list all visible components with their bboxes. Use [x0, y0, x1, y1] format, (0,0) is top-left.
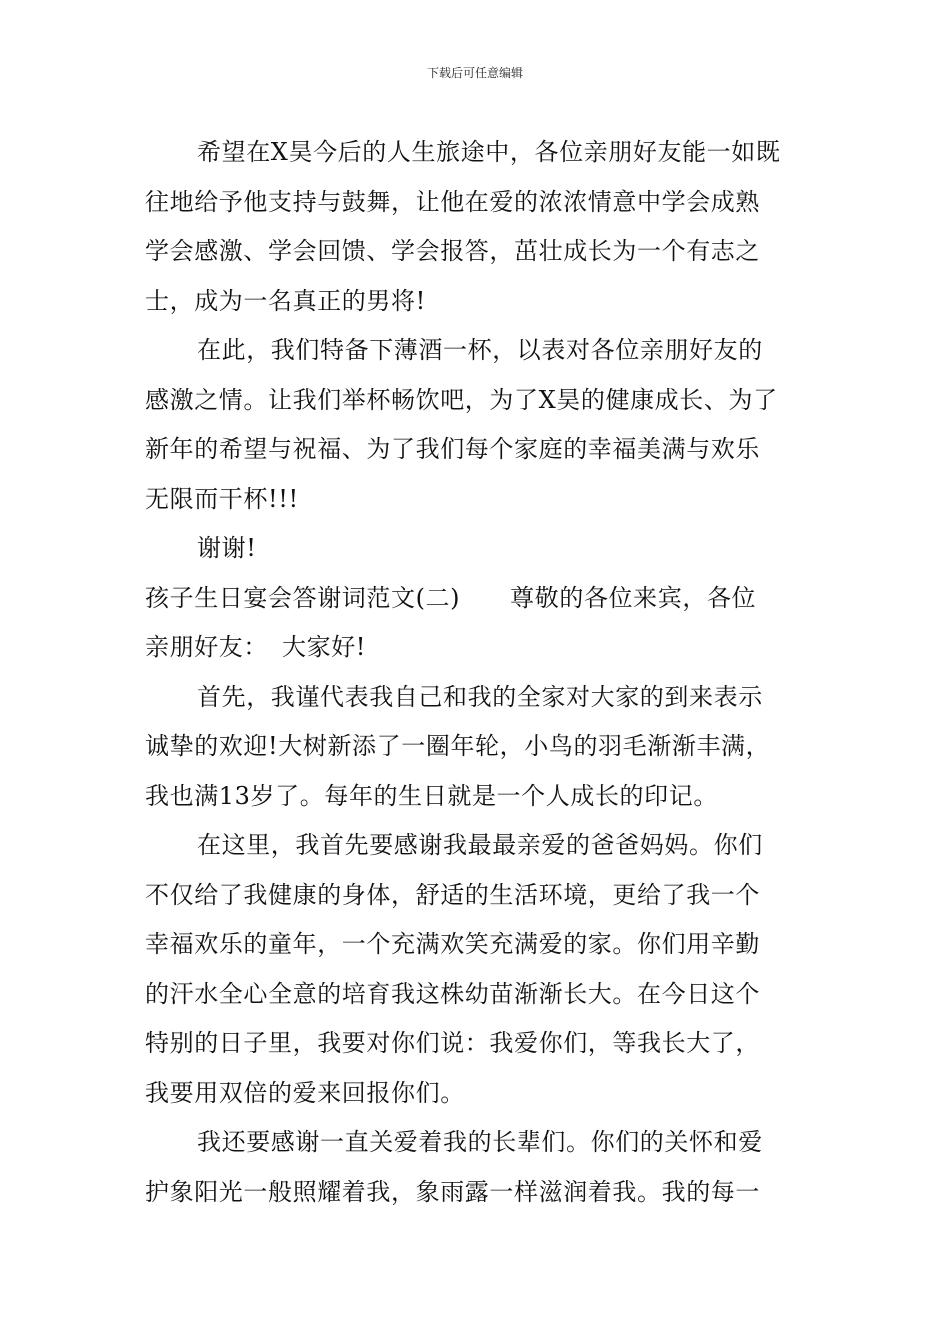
salutation-continued: 亲朋好友：: [145, 633, 268, 661]
text-line: 幸福欢乐的童年，一个充满欢笑充满爱的家。你们用辛勤: [145, 930, 760, 958]
text-line: 在这里，我首先要感谢我最最亲爱的爸爸妈妈。你们: [197, 831, 763, 859]
text-line: 护象阳光一般照耀着我，象雨露一样滋润着我。我的每一: [145, 1177, 760, 1206]
salutation: 尊敬的各位来宾，各位: [510, 583, 757, 612]
text-line: 我也满13岁了。每年的生日就是一个人成长的印记。: [145, 781, 718, 810]
text-line: 首先，我谨代表我自己和我的全家对大家的到来表示: [197, 682, 763, 711]
text-line: 在此，我们特备下薄酒一杯，以表对各位亲朋好友的: [197, 336, 763, 364]
text-line: 的汗水全心全意的培育我这株幼苗渐渐长大。在今日这个: [145, 979, 760, 1008]
text-line: 无限而干杯!!!: [145, 484, 299, 513]
section-heading-line: [145, 574, 810, 624]
text-line: 谢谢!: [197, 534, 257, 562]
text-line: 学会感激、学会回馈、学会报答，茁壮成长为一个有志之: [145, 237, 760, 265]
text-line: 我要用双倍的爱来回报你们。: [145, 1078, 465, 1107]
document-body: [145, 128, 810, 1217]
text-line: 诚挚的欢迎!大树新添了一圈年轮，小鸟的羽毛渐渐丰满，: [145, 732, 771, 760]
section-title: 孩子生日宴会答谢词范文(二): [145, 583, 461, 612]
text-line: 士，成为一名真正的男将!: [145, 286, 426, 315]
page-header-note: 下载后可任意编辑: [426, 66, 523, 80]
text-line: 往地给予他支持与鼓舞，让他在爱的浓浓情意中学会成熟: [145, 187, 760, 216]
greeting: 大家好!: [282, 633, 367, 661]
text-line: 我还要感谢一直关爱着我的长辈们。你们的关怀和爱: [197, 1128, 763, 1156]
text-line: 特别的日子里，我要对你们说：我爱你们，等我长大了，: [145, 1029, 760, 1057]
salutation-line: [145, 623, 810, 673]
text-line: 感激之情。让我们举杯畅饮吧，为了X昊的健康成长、为了: [145, 385, 778, 414]
text-line: 新年的希望与祝福、为了我们每个家庭的幸福美满与欢乐: [145, 435, 760, 463]
text-line: 不仅给了我健康的身体，舒适的生活环境，更给了我一个: [145, 880, 760, 909]
text-line: 希望在X昊今后的人生旅途中，各位亲朋好友能一如既: [197, 138, 781, 166]
